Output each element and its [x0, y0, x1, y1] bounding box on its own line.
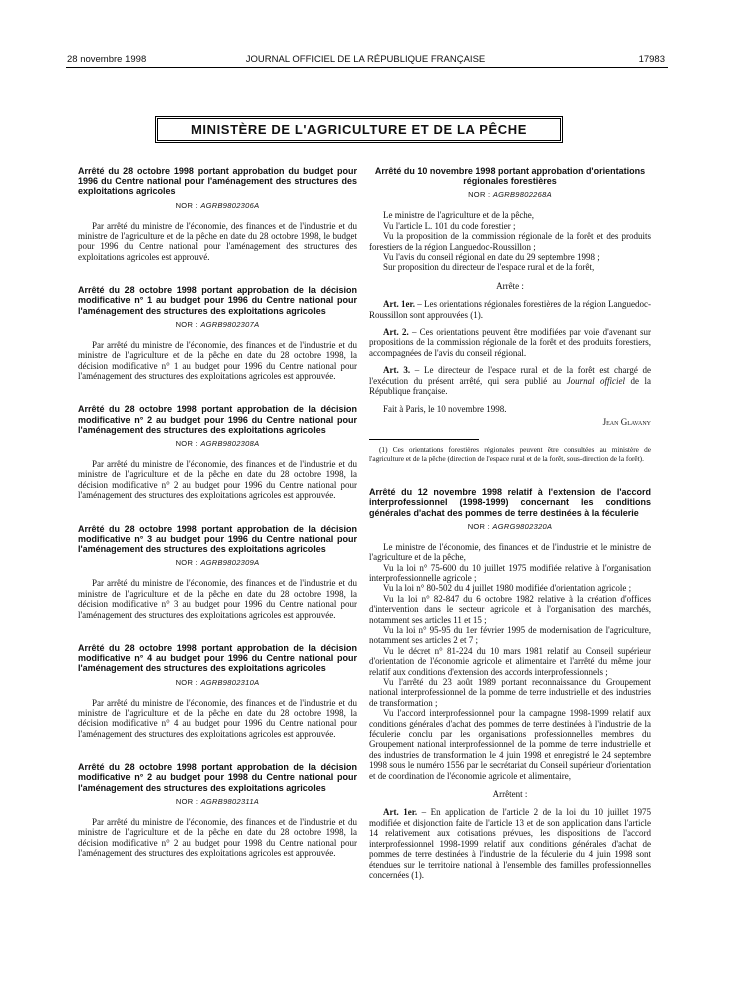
nor-code: AGRG9802320A — [492, 521, 553, 531]
article-1-label: Art. 1er. — [383, 299, 415, 310]
article-separator — [78, 620, 357, 643]
nor-reference: NOR : AGRB9802268A — [468, 190, 552, 200]
article-2-label: Art. 2. — [383, 327, 409, 338]
article-orientations-forestieres — [369, 166, 651, 463]
article-3-label: Art. 3. — [383, 365, 411, 376]
article-1: Art. 1er. – Les orientations régionales forestières de la région Languedoc-Roussillon sont approuvées (1). — [369, 299, 651, 320]
preamble-line: Vu la loi n° 80-502 du 4 juillet 1980 modifiée d'orientation agricole ; — [383, 583, 632, 594]
nor-code: AGRB9802268A — [492, 190, 552, 200]
nor-code: AGRB9802307A — [200, 319, 260, 329]
article-text: Par arrêté du ministre de l'économie, des finances et de l'industrie et du ministre de l'agriculture et de la pêche en date du 28 octobre 1998, le budget pour 1996 du Centre national pour l'aménagement des structures des exploitations agricoles est approuvé. — [78, 220, 357, 262]
article-body — [369, 210, 651, 427]
preamble-line: Vu l'article L. 101 du code forestier ; — [383, 220, 516, 231]
article-1-label: Art. 1er. — [383, 807, 418, 818]
header-date: 28 novembre 1998 — [67, 54, 147, 65]
nor-code: AGRB9802310A — [200, 677, 260, 687]
budget-article — [78, 285, 357, 381]
article-body — [78, 698, 357, 740]
article-title: Arrêté du 28 octobre 1998 portant approbation de la décision modificative n° 2 au budget pour 1998 du Centre national pour l'aménagement des structures des exploitations agricoles — [78, 762, 357, 793]
preamble-line: Vu la loi n° 75-600 du 10 juillet 1975 modifiée relative à l'organisation interprofessionnelle agricole ; — [369, 562, 651, 583]
nor-reference: NOR : AGRB9802311A — [175, 796, 260, 806]
article-title: Arrêté du 28 octobre 1998 portant approbation de la décision modificative n° 3 au budget pour 1996 du Centre national pour l'aménagement des structures des exploitations agricoles — [78, 523, 357, 555]
article-title: Arrêté du 12 novembre 1998 relatif à l'extension de l'accord interprofessionnel (1998-1999) concernant les conditions générales d'achat des pommes de terre destinées à la féculerie — [369, 487, 651, 518]
budget-article — [78, 524, 357, 620]
preamble-line: Le ministre de l'économie, des finances et de l'industrie et le ministre de l'agriculture et de la pêche, — [369, 541, 651, 563]
nor-code: AGRB9802308A — [200, 439, 260, 449]
article-2: Art. 2. – Ces orientations peuvent être modifiées par voie d'avenant sur propositions de la commission régionale de la forêt et des produits forestiers, accompagnées de l'avis du conseil régional. — [369, 327, 651, 358]
header-rule — [66, 67, 668, 68]
done-date: Fait à Paris, le 10 novembre 1998. — [383, 403, 507, 414]
article-body — [369, 542, 651, 881]
article-text: Par arrêté du ministre de l'économie, des finances et de l'industrie et du ministre de l'agriculture et de la pêche en date du 28 octobre 1998, la décision modificative n° 1 au budget pour 1996 du Centre national pour l'aménagement des structures des exploitations agricoles est approuvée. — [78, 339, 357, 382]
ministry-title: MINISTÈRE DE L'AGRICULTURE ET DE LA PÊCHE — [157, 118, 561, 141]
article-title: Arrêté du 28 octobre 1998 portant approbation du budget pour 1996 du Centre national pour l'aménagement des structures des exploitations agricoles — [78, 166, 357, 197]
article-separator — [78, 381, 357, 404]
nor-reference: NOR : AGRB9802309A — [175, 558, 260, 568]
nor-code: AGRB9802306A — [200, 200, 260, 210]
article-separator — [78, 739, 357, 762]
article-body — [78, 221, 357, 263]
article-title: Arrêté du 10 novembre 1998 portant approbation d'orientations régionales forestières — [374, 166, 646, 187]
arretent-heading: Arrêtent : — [492, 789, 528, 800]
article-3: Art. 3. – Le directeur de l'espace rural et de la forêt est chargé de l'exécution du présent arrêté, qui sera publié au Journal officiel de la République française. — [369, 365, 652, 397]
header-page-number: 17983 — [638, 54, 665, 65]
article-title: Arrêté du 28 octobre 1998 portant approbation de la décision modificative n° 1 au budget pour 1996 du Centre national pour l'aménagement des structures des exploitations agricoles — [78, 285, 357, 316]
budget-article — [78, 404, 357, 500]
nor-code: AGRB9802309A — [200, 558, 260, 568]
preamble-line: Vu la proposition de la commission régionale de la forêt et des produits forestiers de la région Languedoc-Roussillon ; — [369, 231, 651, 252]
article-body — [78, 340, 357, 382]
article-body — [78, 578, 357, 620]
signature: Jean Glavany — [602, 416, 651, 427]
preamble-line: Vu l'accord interprofessionnel pour la campagne 1998-1999 relatif aux conditions générales d'achat des pommes de terre destinées à l'industrie de la féculerie conclu par les organisations professionnelles membres du Groupement national interprofessionnel de la pomme de terre industrielle et des industries de transformation le 4 juin 1998 et enregistré le 24 septembre 1998 sous le numéro 1556 par le secrétariat du Conseil supérieur d'orientation et de coordination de l'économie agricole et alimentaire, — [369, 708, 651, 781]
preamble-line: Vu l'avis du conseil régional en date du 29 septembre 1998 ; — [383, 252, 600, 263]
nor-reference: NOR : AGRB9802310A — [175, 677, 260, 687]
header-journal-title: JOURNAL OFFICIEL DE LA RÉPUBLIQUE FRANÇAISE — [245, 54, 486, 65]
preamble-line: Vu l'arrêté du 23 août 1989 portant reconnaissance du Groupement national interprofessionnel de la pomme de terre industrielle et des industries de transformation ; — [369, 677, 651, 708]
article-separator — [78, 501, 357, 524]
ministry-box — [155, 116, 563, 143]
preamble-line: Vu la loi n° 82-847 du 6 octobre 1982 relative à la création d'offices d'intervention dans le secteur agricole et à l'organisation des marchés, notamment ses articles 11 et 15 ; — [369, 593, 651, 625]
footnote: (1) Ces orientations forestières régionales peuvent être consultées au ministère de l'agriculture et de la pêche (direction de l'espace rural et de la forêt, sous-direction de la forêt). — [369, 445, 651, 463]
right-column — [369, 166, 651, 880]
article-title: Arrêté du 28 octobre 1998 portant approbation de la décision modificative n° 4 au budget pour 1996 du Centre national pour l'aménagement des structures des exploitations agricoles — [78, 642, 357, 674]
budget-article — [78, 166, 357, 262]
article-title: Arrêté du 28 octobre 1998 portant approbation de la décision modificative n° 2 au budget pour 1996 du Centre national pour l'aménagement des structures des exploitations agricoles — [78, 404, 357, 435]
article-text: Par arrêté du ministre de l'économie, des finances et de l'industrie et du ministre de l'agriculture et de la pêche en date du 28 octobre 1998, la décision modificative n° 4 au budget pour 1996 du Centre national pour l'aménagement des structures des exploitations agricoles est approuvée. — [78, 697, 357, 739]
article-text: Par arrêté du ministre de l'économie, des finances et de l'industrie et du ministre de l'agriculture et de la pêche en date du 28 octobre 1998, la décision modificative n° 2 au budget pour 1996 du Centre national pour l'aménagement des structures des exploitations agricoles est approuvée. — [78, 459, 357, 501]
left-articles — [78, 166, 357, 858]
budget-article — [78, 762, 357, 858]
nor-reference: NOR : AGRG9802320A — [467, 521, 553, 531]
budget-article — [78, 643, 357, 739]
preamble-line: Vu le décret n° 81-224 du 10 mars 1981 relatif au Conseil supérieur d'orientation de l'économie agricole et alimentaire et l'arrêté du même jour relatif aux conditions d'extension des accords interprofessionnels ; — [369, 645, 651, 677]
left-column — [78, 166, 357, 858]
article-text: Par arrêté du ministre de l'économie, des finances et de l'industrie et du ministre de l'agriculture et de la pêche en date du 28 octobre 1998, la décision modificative n° 2 au budget pour 1998 du Centre national pour l'aménagement des structures des exploitations agricoles est approuvée. — [78, 816, 357, 858]
arrete-heading: Arrête : — [496, 280, 524, 291]
article-text: Par arrêté du ministre de l'économie, des finances et de l'industrie et du ministre de l'agriculture et de la pêche en date du 28 octobre 1998, la décision modificative n° 3 au budget pour 1996 du Centre national pour l'aménagement des structures des exploitations agricoles est approuvée. — [78, 578, 357, 620]
nor-reference: NOR : AGRB9802308A — [175, 439, 260, 449]
preamble-line: Sur proposition du directeur de l'espace rural et de la forêt, — [383, 262, 595, 273]
nor-code: AGRB9802311A — [200, 796, 260, 806]
article-extension-accord — [369, 487, 651, 880]
article-body — [78, 459, 357, 501]
preamble-line: Vu la loi n° 95-95 du 1er février 1995 de modernisation de l'agriculture, notamment ses articles 2 et 7 ; — [369, 624, 651, 646]
article-body — [78, 817, 357, 859]
preamble-line: Le ministre de l'agriculture et de la pêche, — [383, 210, 535, 221]
article-1: Art. 1er. – En application de l'article 2 de la loi du 10 juillet 1975 modifiée et disjonction faite de l'article 13 et de son application dans l'article 14 relativement aux cotisations prévues, les dispositions de l'accord interprofessionnel 1998-1999 relatif aux conditions générales d'achat de pommes de terre destinées à l'industrie de la féculerie du 4 juin 1998 sont étendues sur le territoire national à l'ensemble des familles professionnelles concernées (1). — [369, 807, 651, 880]
nor-reference: NOR : AGRB9802307A — [175, 319, 260, 329]
nor-reference: NOR : AGRB9802306A — [175, 200, 260, 210]
footnote-rule — [369, 439, 479, 440]
article-separator — [78, 262, 357, 285]
